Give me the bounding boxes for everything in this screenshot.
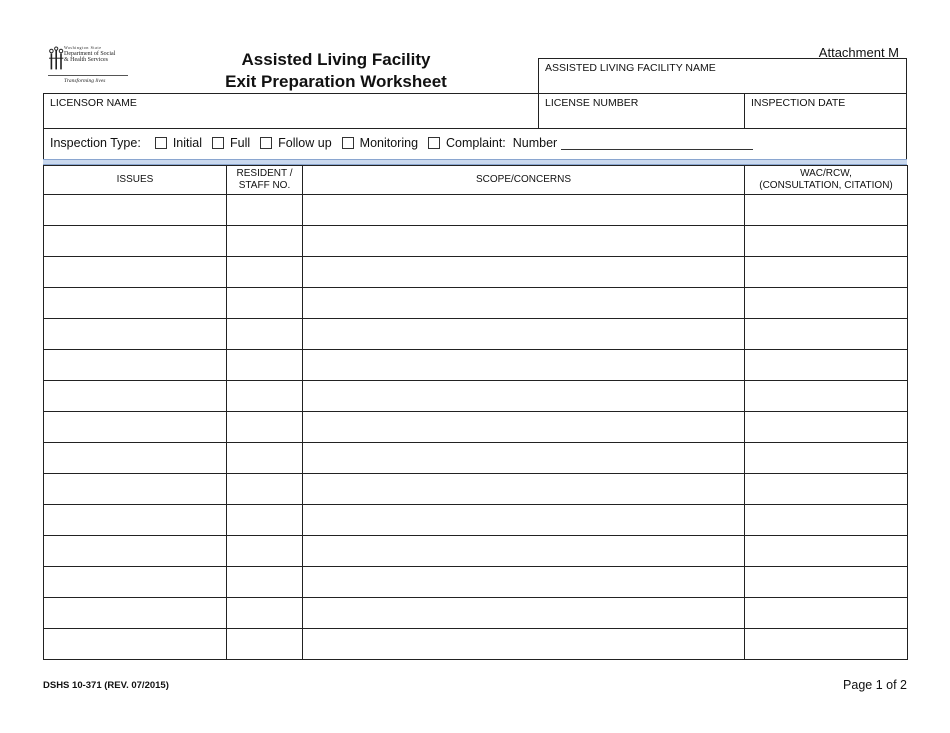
full-checkbox[interactable] xyxy=(212,137,224,149)
scope-cell[interactable] xyxy=(303,381,745,412)
wac-cell[interactable] xyxy=(745,412,908,443)
wac-cell[interactable] xyxy=(745,536,908,567)
wac-cell[interactable] xyxy=(745,598,908,629)
scope-column-header xyxy=(303,166,745,195)
wac-cell[interactable] xyxy=(745,350,908,381)
scope-cell[interactable] xyxy=(303,598,745,629)
scope-header-text: SCOPE/CONCERNS xyxy=(475,174,571,185)
attachment-label: Attachment M xyxy=(818,45,899,60)
issues-header-text: ISSUES xyxy=(116,174,154,185)
monitoring-option-label: Monitoring xyxy=(359,136,419,150)
table-row xyxy=(44,226,908,257)
complaint-checkbox[interactable] xyxy=(428,137,440,149)
issues-cell[interactable] xyxy=(44,474,227,505)
resident-cell[interactable] xyxy=(227,288,303,319)
issues-cell[interactable] xyxy=(44,319,227,350)
wac-header-line2: (CONSULTATION, CITATION) xyxy=(759,180,893,191)
table-row xyxy=(44,598,908,629)
resident-cell[interactable] xyxy=(227,505,303,536)
licensor-name-label: LICENSOR NAME xyxy=(50,97,137,109)
resident-cell[interactable] xyxy=(227,536,303,567)
scope-cell[interactable] xyxy=(303,443,745,474)
issues-cell[interactable] xyxy=(44,195,227,226)
table-row xyxy=(44,350,908,381)
table-header-row xyxy=(44,166,908,195)
scope-cell[interactable] xyxy=(303,195,745,226)
scope-cell[interactable] xyxy=(303,567,745,598)
issues-cell[interactable] xyxy=(44,443,227,474)
scope-cell[interactable] xyxy=(303,226,745,257)
issues-cell[interactable] xyxy=(44,257,227,288)
wac-column-header xyxy=(745,166,908,195)
resident-cell[interactable] xyxy=(227,567,303,598)
inspection-type-label: Inspection Type: xyxy=(50,136,141,150)
resident-cell[interactable] xyxy=(227,443,303,474)
scope-cell[interactable] xyxy=(303,412,745,443)
monitoring-checkbox[interactable] xyxy=(342,137,354,149)
issues-cell[interactable] xyxy=(44,536,227,567)
resident-cell[interactable] xyxy=(227,257,303,288)
license-number-field[interactable] xyxy=(538,93,745,129)
issues-cell[interactable] xyxy=(44,598,227,629)
facility-name-field[interactable] xyxy=(538,58,907,94)
issues-cell[interactable] xyxy=(44,288,227,319)
wac-cell[interactable] xyxy=(745,288,908,319)
logo-state-text: Washington State xyxy=(64,45,102,50)
issues-cell[interactable] xyxy=(44,505,227,536)
table-row xyxy=(44,257,908,288)
dshs-logo xyxy=(49,46,65,72)
resident-header-line2: STAFF NO. xyxy=(238,180,291,191)
table-row xyxy=(44,443,908,474)
scope-cell[interactable] xyxy=(303,288,745,319)
wac-cell[interactable] xyxy=(745,474,908,505)
resident-cell[interactable] xyxy=(227,319,303,350)
logo-divider xyxy=(48,75,128,76)
table-row xyxy=(44,629,908,660)
scope-cell[interactable] xyxy=(303,474,745,505)
logo-dept-line1: Department of Social xyxy=(64,51,116,57)
table-row xyxy=(44,412,908,443)
resident-cell[interactable] xyxy=(227,350,303,381)
license-number-label: LICENSE NUMBER xyxy=(545,97,639,109)
scope-cell[interactable] xyxy=(303,319,745,350)
wac-cell[interactable] xyxy=(745,381,908,412)
issues-cell[interactable] xyxy=(44,381,227,412)
scope-cell[interactable] xyxy=(303,536,745,567)
issues-cell[interactable] xyxy=(44,226,227,257)
wac-cell[interactable] xyxy=(745,443,908,474)
logo-dept-line2: & Health Services xyxy=(64,57,108,63)
initial-option-label: Initial xyxy=(172,136,202,150)
scope-cell[interactable] xyxy=(303,629,745,660)
resident-column-header xyxy=(227,166,303,195)
resident-cell[interactable] xyxy=(227,412,303,443)
form-id: DSHS 10-371 (REV. 07/2015) xyxy=(43,680,169,691)
resident-cell[interactable] xyxy=(227,598,303,629)
facility-name-label: ASSISTED LIVING FACILITY NAME xyxy=(545,62,716,74)
resident-cell[interactable] xyxy=(227,381,303,412)
logo-tagline: Transforming lives xyxy=(64,78,106,84)
full-option-label: Full xyxy=(230,136,251,150)
issues-cell[interactable] xyxy=(44,412,227,443)
wac-cell[interactable] xyxy=(745,629,908,660)
inspection-date-label: INSPECTION DATE xyxy=(751,97,846,109)
resident-cell[interactable] xyxy=(227,226,303,257)
form-title-line2: Exit Preparation Worksheet xyxy=(225,72,447,91)
wac-header-line1: WAC/RCW, xyxy=(800,168,852,179)
issues-table xyxy=(43,165,908,660)
scope-cell[interactable] xyxy=(303,505,745,536)
inspection-date-field[interactable] xyxy=(744,93,907,129)
wac-cell[interactable] xyxy=(745,319,908,350)
issues-column-header xyxy=(44,166,227,195)
wac-cell[interactable] xyxy=(745,195,908,226)
scope-cell[interactable] xyxy=(303,350,745,381)
table-row xyxy=(44,505,908,536)
issues-cell[interactable] xyxy=(44,629,227,660)
complaint-number-input[interactable] xyxy=(561,137,753,150)
inspection-type-group xyxy=(50,136,753,150)
resident-header-line1: RESIDENT / xyxy=(236,168,293,179)
resident-cell[interactable] xyxy=(227,195,303,226)
wac-cell[interactable] xyxy=(745,226,908,257)
wac-cell[interactable] xyxy=(745,567,908,598)
table-row xyxy=(44,195,908,226)
wac-cell[interactable] xyxy=(745,505,908,536)
table-row xyxy=(44,474,908,505)
table-row xyxy=(44,381,908,412)
initial-checkbox[interactable] xyxy=(155,137,167,149)
complaint-option-label: Complaint: Number xyxy=(446,136,558,150)
resident-cell[interactable] xyxy=(227,474,303,505)
table-row xyxy=(44,288,908,319)
page-number: Page 1 of 2 xyxy=(843,678,907,692)
scope-cell[interactable] xyxy=(303,257,745,288)
table-row xyxy=(44,319,908,350)
form-title-line1: Assisted Living Facility xyxy=(241,50,431,69)
follow-up-option-label: Follow up xyxy=(278,136,332,150)
issues-cell[interactable] xyxy=(44,350,227,381)
follow-up-checkbox[interactable] xyxy=(260,137,272,149)
logo-dept-text xyxy=(64,51,115,63)
licensor-name-field[interactable] xyxy=(43,93,539,129)
table-row xyxy=(44,567,908,598)
table-row xyxy=(44,536,908,567)
resident-cell[interactable] xyxy=(227,629,303,660)
issues-cell[interactable] xyxy=(44,567,227,598)
wac-cell[interactable] xyxy=(745,257,908,288)
